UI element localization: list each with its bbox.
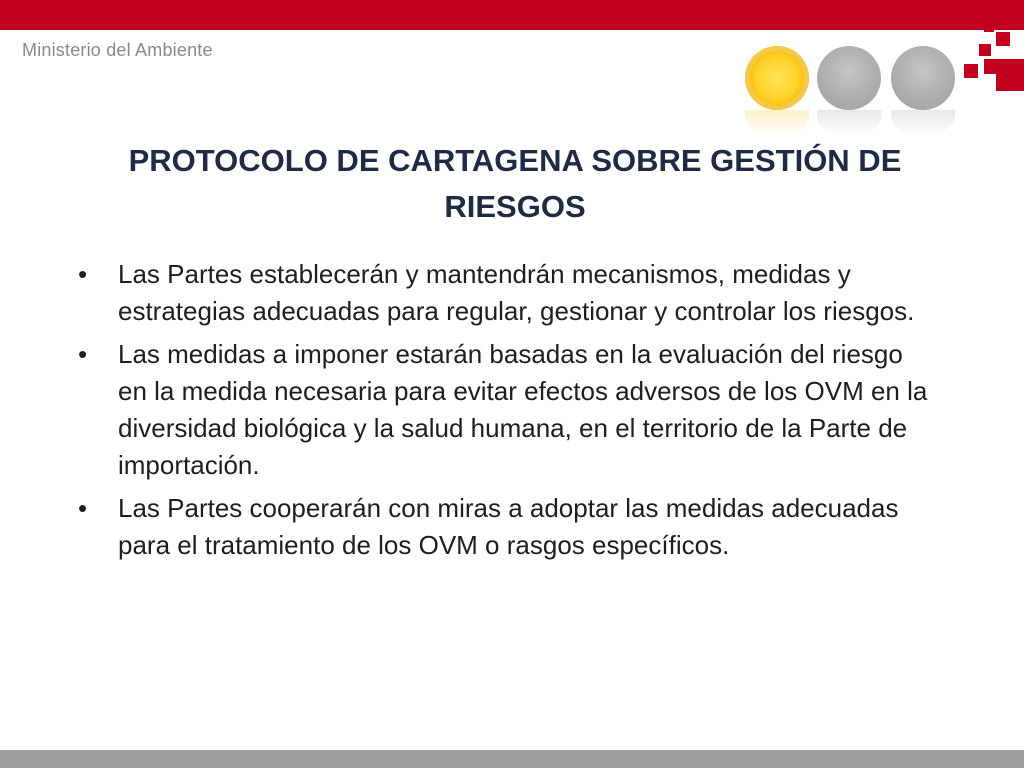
bullet-text: Las medidas a imponer estarán basadas en la evaluación del riesgo en la medida necesaria para evitar efectos adversos de los OVM en la diversidad biológica y la salud humana, en el territorio de la Parte de importación. [118,339,928,480]
list-item [78,256,928,330]
slide-title [60,138,970,230]
top-accent-bar [0,0,1024,30]
ministry-label: Ministerio del Ambiente [22,40,213,60]
bullet-icon: • [78,339,88,369]
circle-reflection [891,110,955,136]
list-item [78,490,928,564]
slide-title-line: RIESGOS [444,189,586,224]
gray-circle-icon [817,46,881,110]
bullet-list [78,256,928,570]
circle-reflection [745,110,809,136]
circle-reflection [817,110,881,136]
bullet-icon: • [78,259,88,289]
bullet-text: Las Partes cooperarán con miras a adoptar las medidas adecuadas para el tratamiento de los OVM o rasgos específicos. [118,493,899,560]
bottom-accent-bar [0,750,1024,768]
decorative-circles [745,46,960,136]
bullet-text: Las Partes establecerán y mantendrán mecanismos, medidas y estrategias adecuadas para regular, gestionar y controlar los riesgos. [118,259,915,326]
slide-title-line: PROTOCOLO DE CARTAGENA SOBRE GESTIÓN DE [128,143,902,178]
red-squares-logo-icon [962,22,1024,92]
gray-circle-icon [891,46,955,110]
bullet-icon: • [78,493,88,523]
list-item [78,336,928,484]
yellow-circle-icon [745,46,809,110]
